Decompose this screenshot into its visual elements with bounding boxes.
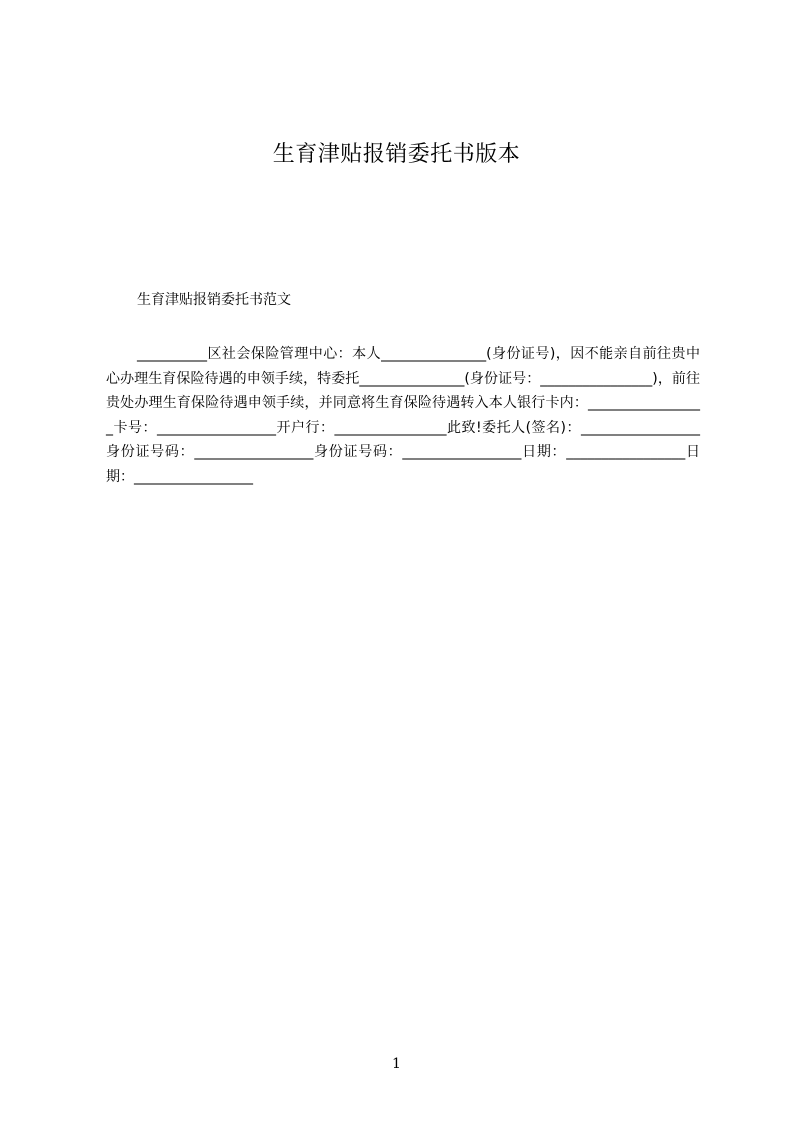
section-subheading: 生育津贴报销委托书范文: [137, 292, 291, 308]
body-paragraph: __________区社会保险管理中心：本人_______________(身份证号)，因不能亲自前往贵中心办理生育保险待遇的申领手续，特委托_______________(身份证号：________________)，前往贵处办理生育保险待遇申领手续，并同意将生育保险待遇转入本人银行卡内：_________________卡号：_________________开户行：________________此致!委托人(签名)：_________________身份证号码：_________________身份证号码：_________________日期：_________________日期：_________________: [106, 346, 700, 485]
page-number: 1: [392, 1056, 401, 1072]
document-title: 生育津贴报销委托书版本: [272, 142, 521, 167]
